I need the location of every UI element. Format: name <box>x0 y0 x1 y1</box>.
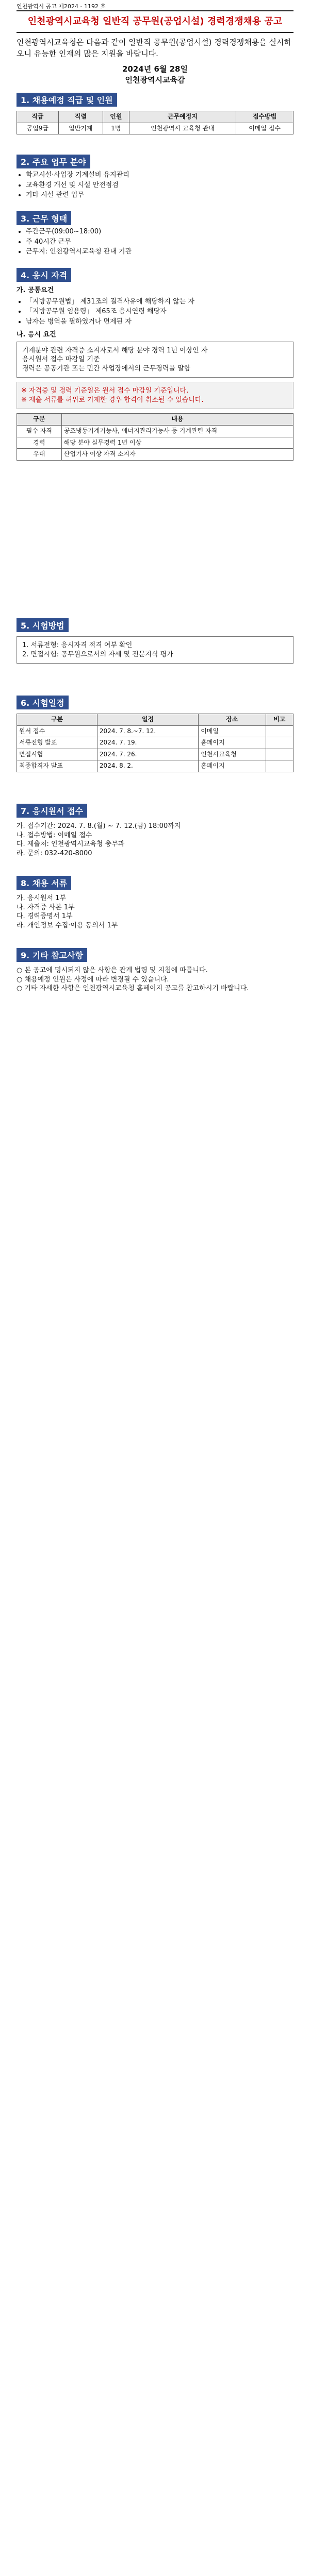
apply-lines: 가. 접수기간: 2024. 7. 8.(월) ~ 7. 12.(금) 18:00까지 나. 접수방법: 이메일 접수 다. 제출처: 인천광역시교육청 총무과 라. 문의: 032-420-8000 <box>17 822 181 857</box>
section-3: 3. 근무 형태 • 주간근무(09:00~18:00) • 주 40시간 근무 • 근무지: 인천광역시교육청 관내 기관 <box>17 211 293 258</box>
announcement-issuer: 인천광역시교육감 <box>125 75 185 85</box>
section-4: 4. 응시 자격 가. 공통요건 • 「지방공무원법」 제31조의 결격사유에 해당하지 않는 자 • 「지방공무원 임용령」 제65조 응시연령 해당자 • 남자는 병역을 필하였거나 면제된 자 나. 응시 요건 기계분야 관련 자격증 소지자로서 해당 분야 경력 1년 이상인 자 응시원서 접수 마감일 기준 경력은 공공기관 또는 민간 사업장에서의 근무경력을 말함 ※ 자격증 및 경력 기준일은 원서 접수 마감일 기준입니다. ※ 제출 서류를 허위로 기재한 경우 합격이 취소될 수 있습니다. 구분 내용 필수 자격 공조냉동기계기능사, 에너지관리기능사 등 기계관련 자격 경력 해당 분야 실무경력 1년 이상 우대 산업기사 이상 자격 소지자 <box>17 268 293 461</box>
title-bar <box>17 10 293 33</box>
schedule-table: 구분 일정 장소 비고 원서 접수 2024. 7. 8.~7. 12. 이메일 서류전형 발표 2024. 7. 19. 홈페이지 면접시험 2024. 7. 26. 인천시교육청 최종합격자 발표 2024. 8. 2. 홈페이지 <box>17 714 293 772</box>
small-note: 인천광역시 공고 제2024 - 1192 호 <box>17 3 106 10</box>
document-lines: 가. 응시원서 1부 나. 자격증 사본 1부 다. 경력증명서 1부 라. 개인정보 수집·이용 동의서 1부 <box>17 894 118 929</box>
section-9: 9. 기타 참고사항 ○ 본 공고에 명시되지 않은 사항은 관계 법령 및 지침에 따릅니다. ○ 채용예정 인원은 사정에 따라 변경될 수 있습니다. ○ 기타 자세한 사항은 인천광역시교육청 홈페이지 공고를 참고하시기 바랍니다. <box>17 948 293 993</box>
announcement-date: 2024년 6월 28일 <box>122 64 188 74</box>
section-7: 7. 응시원서 접수 가. 접수기간: 2024. 7. 8.(월) ~ 7. 12.(금) 18:00까지 나. 접수방법: 이메일 접수 다. 제출처: 인천광역시교육청 총무과 라. 문의: 032-420-8000 <box>17 804 293 858</box>
section-5: 5. 시험방법 1. 서류전형: 응시자격 적격 여부 확인 2. 면접시험: 공무원으로서의 자세 및 전문지식 평가 <box>17 618 293 664</box>
recruitment-table: 직급 직렬 인원 근무예정지 접수방법 공업9급 일반기계 1명 인천광역시 교육청 관내 이메일 접수 <box>17 111 293 134</box>
notes-lines: ○ 본 공고에 명시되지 않은 사항은 관계 법령 및 지침에 따릅니다. ○ 채용예정 인원은 사정에 따라 변경될 수 있습니다. ○ 기타 자세한 사항은 인천광역시교육청 홈페이지 공고를 참고하시기 바랍니다. <box>17 967 249 993</box>
section-2: 2. 주요 업무 분야 • 학교시설·사업장 기계설비 유지관리 • 교육환경 개선 및 시설 안전점검 • 기타 시설 관련 업무 <box>17 155 293 201</box>
section-6: 6. 시험일정 구분 일정 장소 비고 원서 접수 2024. 7. 8.~7. 12. 이메일 서류전형 발표 2024. 7. 19. 홈페이지 면접시험 2024. 7. 26. 인천시교육청 최종합격자 발표 2024. 8. 2. 홈페이지 <box>17 696 293 772</box>
section-8: 8. 채용 서류 가. 응시원서 1부 나. 자격증 사본 1부 다. 경력증명서 1부 라. 개인정보 수집·이용 동의서 1부 <box>17 876 293 930</box>
section-1: 1. 채용예정 직급 및 인원 직급 직렬 인원 근무예정지 접수방법 공업9급 일반기계 1명 인천광역시 교육청 관내 이메일 접수 <box>17 93 293 134</box>
requirements-box: 기계분야 관련 자격증 소지자로서 해당 분야 경력 1년 이상인 자 응시원서 접수 마감일 기준 경력은 공공기관 또는 민간 사업장에서의 근무경력을 말함 <box>17 342 293 378</box>
warning-note: ※ 자격증 및 경력 기준일은 원서 접수 마감일 기준입니다. ※ 제출 서류를 허위로 기재한 경우 합격이 취소될 수 있습니다. <box>17 382 293 409</box>
intro-paragraph: 인천광역시교육청은 다음과 같이 일반직 공무원(공업시설) 경력경쟁채용을 실시하오니 유능한 인재의 많은 지원을 바랍니다. 2024년 6월 28일 인천광역시교육감 <box>17 37 293 86</box>
exam-method-box: 1. 서류전형: 응시자격 적격 여부 확인 2. 면접시험: 공무원으로서의 자세 및 전문지식 평가 <box>17 636 293 664</box>
document-title: 인천광역시교육청 일반직 공무원(공업시설) 경력경쟁채용 공고 <box>27 16 283 27</box>
qualification-table: 구분 내용 필수 자격 공조냉동기계기능사, 에너지관리기능사 등 기계관련 자격 경력 해당 분야 실무경력 1년 이상 우대 산업기사 이상 자격 소지자 <box>17 413 293 460</box>
